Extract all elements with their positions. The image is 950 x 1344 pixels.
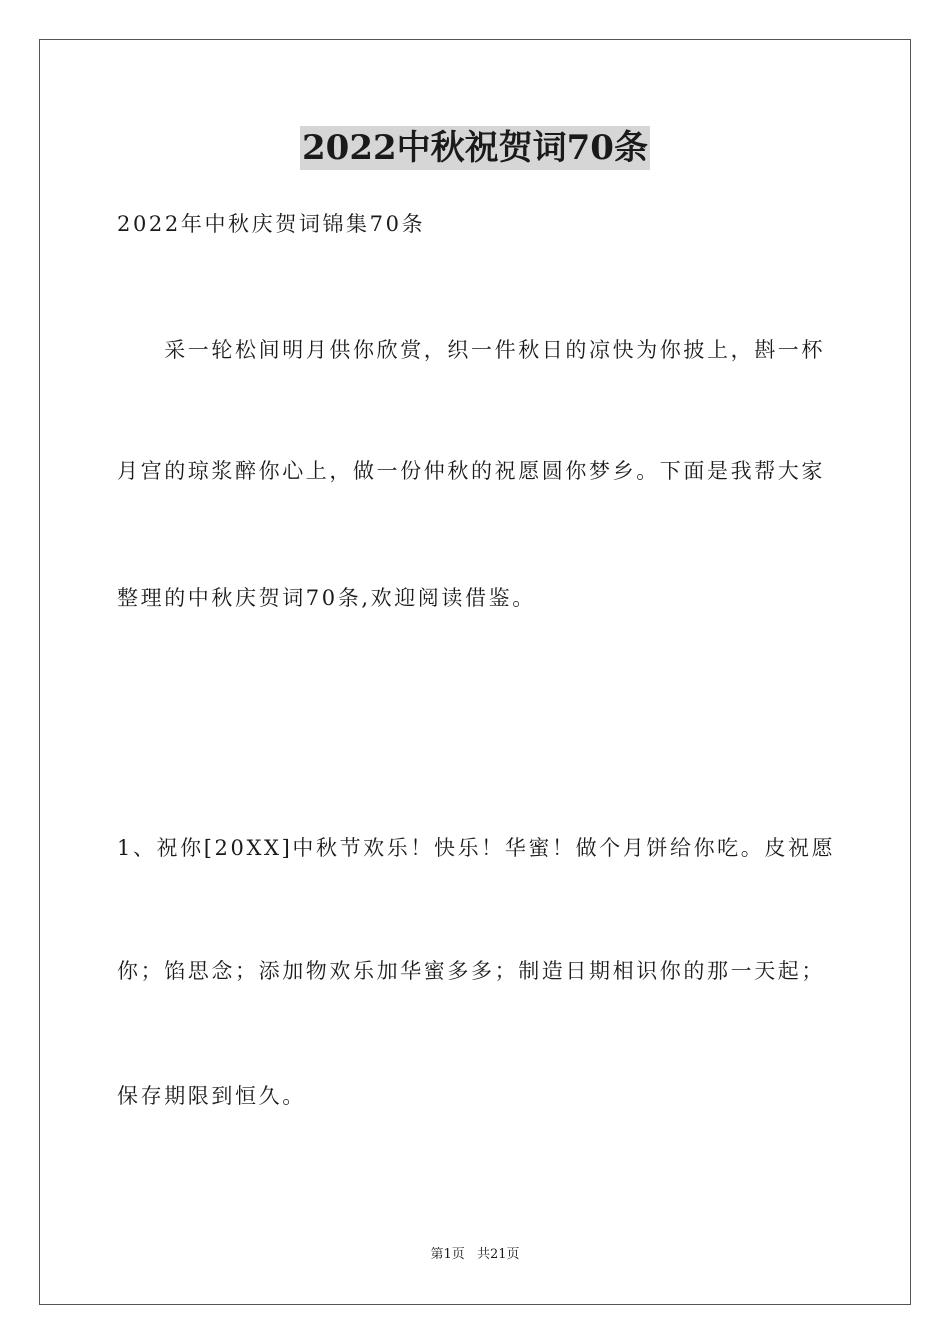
item-1-line-2: 你；馅思念；添加物欢乐加华蜜多多；制造日期相识你的那一天起； [117,959,825,983]
document-subtitle: 2022年中秋庆贺词锦集70条 [117,212,426,236]
page-number-current: 第1页 [430,1247,465,1262]
title-container [0,126,950,170]
item-1-line-1: 1、祝你[20XX]中秋节欢乐！快乐！华蜜！做个月饼给你吃。皮祝愿 [117,836,836,860]
item-1-line-3: 保存期限到恒久。 [117,1084,306,1108]
document-title: 2022中秋祝贺词70条 [302,128,648,168]
page-footer [0,1245,950,1265]
page-number-total: 共21页 [476,1247,520,1262]
paragraph-line-1: 采一轮松间明月供你欣赏，织一件秋日的凉快为你披上，斟一杯 [117,338,825,362]
paragraph-line-2: 月宫的琼浆醉你心上，做一份仲秋的祝愿圆你梦乡。下面是我帮大家 [117,459,825,483]
paragraph-line-3: 整理的中秋庆贺词70条,欢迎阅读借鉴。 [117,586,536,610]
